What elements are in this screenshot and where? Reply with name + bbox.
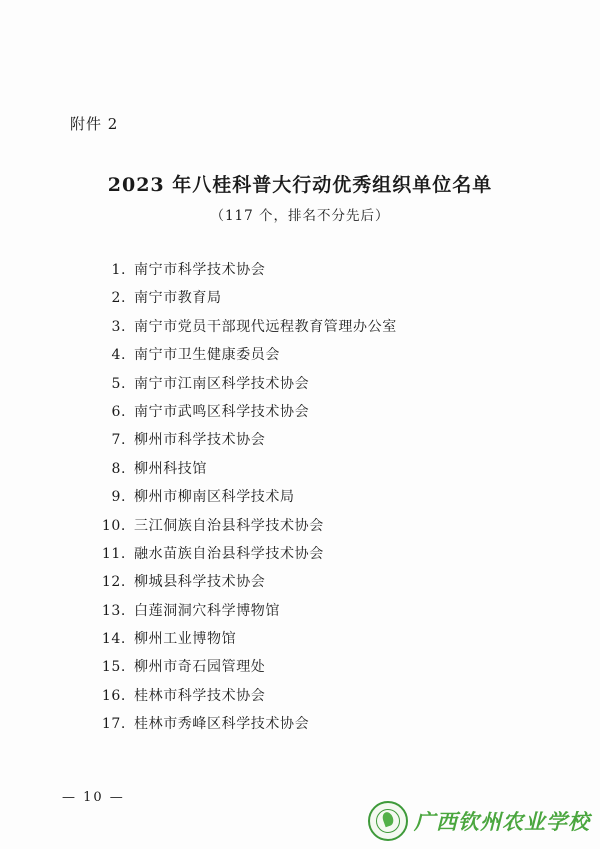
- watermark-text: 广西钦州农业学校: [414, 810, 590, 834]
- item-number: 16.: [101, 687, 126, 704]
- school-watermark: [368, 800, 590, 842]
- list-item: [0, 256, 600, 284]
- item-number: 3.: [111, 318, 126, 335]
- list-item: [0, 512, 600, 540]
- item-number: 11.: [101, 545, 126, 562]
- item-name: 南宁市江南区科学技术协会: [134, 375, 310, 392]
- item-number: 12.: [101, 574, 126, 591]
- item-name: 三江侗族自治县科学技术协会: [134, 517, 324, 534]
- item-name: 柳州市柳南区科学技术局: [134, 489, 295, 506]
- page-number: — 10 —: [62, 790, 125, 805]
- list-item: [0, 597, 600, 625]
- organization-list: [0, 256, 600, 739]
- list-item: [0, 313, 600, 341]
- list-item: [0, 398, 600, 426]
- item-number: 8.: [111, 460, 126, 477]
- item-name: 南宁市卫生健康委员会: [134, 347, 280, 364]
- item-name: 白莲洞洞穴科学博物馆: [134, 602, 280, 619]
- item-name: 南宁市党员干部现代远程教育管理办公室: [134, 318, 397, 335]
- list-item: [0, 568, 600, 596]
- item-number: 2.: [111, 290, 126, 307]
- list-item: [0, 682, 600, 710]
- item-name: 柳州市科学技术协会: [134, 432, 266, 449]
- item-name: 南宁市武鸣区科学技术协会: [134, 403, 310, 420]
- item-name: 柳州市奇石园管理处: [134, 659, 266, 676]
- list-item: [0, 426, 600, 454]
- item-number: 10.: [101, 517, 126, 534]
- list-item: [0, 455, 600, 483]
- attachment-label: 附件 2: [70, 115, 119, 133]
- item-number: 17.: [101, 716, 126, 733]
- list-item: [0, 483, 600, 511]
- item-number: 1.: [111, 262, 126, 278]
- list-item: [0, 540, 600, 568]
- list-item: [0, 625, 600, 653]
- item-name: 桂林市秀峰区科学技术协会: [134, 716, 310, 733]
- document-subtitle: （117 个，排名不分先后）: [210, 208, 390, 224]
- item-number: 6.: [111, 403, 126, 420]
- list-item: [0, 370, 600, 398]
- item-number: 14.: [101, 631, 126, 648]
- item-number: 9.: [111, 489, 126, 506]
- item-name: 柳州工业博物馆: [134, 631, 237, 648]
- item-number: 7.: [111, 432, 126, 449]
- item-number: 13.: [101, 602, 126, 619]
- school-seal-icon: [368, 801, 408, 841]
- list-item: [0, 341, 600, 369]
- item-number: 5.: [111, 375, 126, 392]
- list-item: [0, 284, 600, 312]
- item-number: 15.: [101, 659, 126, 676]
- item-name: 桂林市科学技术协会: [134, 687, 266, 704]
- item-name: 南宁市科学技术协会: [134, 262, 266, 278]
- item-name: 柳州科技馆: [134, 460, 207, 477]
- item-number: 4.: [111, 347, 126, 364]
- list-item: [0, 710, 600, 738]
- list-item: [0, 653, 600, 681]
- item-name: 融水苗族自治县科学技术协会: [134, 545, 324, 562]
- document-title: 2023 年八桂科普大行动优秀组织单位名单: [107, 174, 493, 196]
- item-name: 南宁市教育局: [134, 290, 222, 307]
- item-name: 柳城县科学技术协会: [134, 574, 266, 591]
